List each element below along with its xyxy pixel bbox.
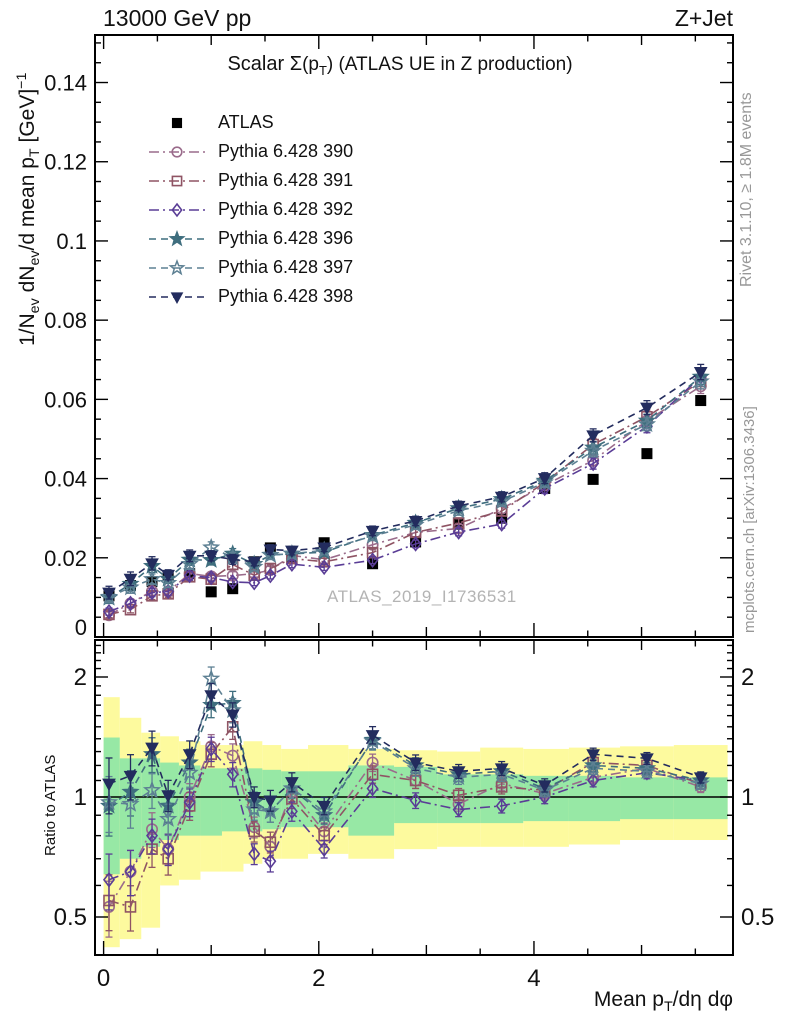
legend-item-pythia-391 [148,166,353,195]
atlas-marker-sample [148,113,206,133]
main-y-axis-label: $1/N_{ev}$ $dN_{ev}/d$ mean $p_T$ [GeV]$^{-1}$ [14,72,44,346]
svg-text:1: 1 [73,784,87,811]
legend-label: Pythia 6.428 398 [218,286,354,306]
legend-label: Pythia 6.428 391 [218,170,354,190]
legend-label: Pythia 6.428 392 [218,199,354,219]
rivet-version-note: Rivet 3.1.10, ≥ 1.8M events [738,92,755,287]
pythia-391-marker-sample [148,171,206,191]
analysis-watermark: ATLAS_2019_I1736531 [327,587,517,606]
legend-item-pythia-392 [148,195,353,224]
legend-label: Pythia 6.428 390 [218,141,354,161]
main-series-pythia-397 [102,374,708,603]
svg-text:0.5: 0.5 [53,904,87,931]
svg-text:4: 4 [527,965,541,992]
svg-text:0: 0 [74,615,87,640]
svg-text:0.1: 0.1 [56,228,87,254]
legend-item-pythia-390 [148,137,353,166]
main-series-pythia-390 [104,379,706,620]
pythia-392-marker-sample [148,200,206,220]
svg-text:0.14: 0.14 [44,70,87,96]
legend-item-pythia-397 [148,253,353,282]
legend-item-pythia-396 [148,224,353,253]
svg-text:0.08: 0.08 [44,308,87,334]
legend-label: Pythia 6.428 396 [218,228,354,248]
svg-text:0: 0 [96,965,111,992]
plot-title: Scalar $\Sigma(p_T)$ (ATLAS UE in Z production) [227,53,573,78]
legend-label: Pythia 6.428 397 [218,257,354,277]
svg-text:0.5: 0.5 [741,904,775,931]
x-axis-label: Mean $p_T/d\eta$ dφ [593,988,733,1016]
legend-item-pythia-398 [148,282,353,311]
ratio-y-axis-label: Ratio to ATLAS [42,754,59,856]
legend-label: ATLAS [218,112,274,132]
svg-text:0.06: 0.06 [44,387,87,413]
svg-text:2: 2 [312,965,326,992]
pythia-398-marker-sample [148,287,206,307]
svg-text:1: 1 [741,784,755,811]
ratio-uncertainty-bands [104,697,728,947]
green-band-segment [620,777,674,819]
svg-text:0.12: 0.12 [44,149,87,175]
main-series-pythia-391 [104,374,706,619]
legend [148,108,353,311]
legend-item-atlas [148,108,353,137]
svg-text:0.04: 0.04 [44,466,87,492]
pythia-396-marker-sample [148,229,206,249]
process-label: Z+Jet [674,5,733,31]
svg-text:0.02: 0.02 [44,545,87,571]
beam-energy-label: 13000 GeV pp [103,5,252,31]
pythia-397-marker-sample [148,258,206,278]
mcplots-reference-note: mcplots.cern.ch [arXiv:1306.3436] [741,406,758,633]
pythia-390-marker-sample [148,142,206,162]
green-band-segment [200,768,222,835]
svg-text:2: 2 [741,664,755,691]
svg-text:2: 2 [73,664,87,691]
